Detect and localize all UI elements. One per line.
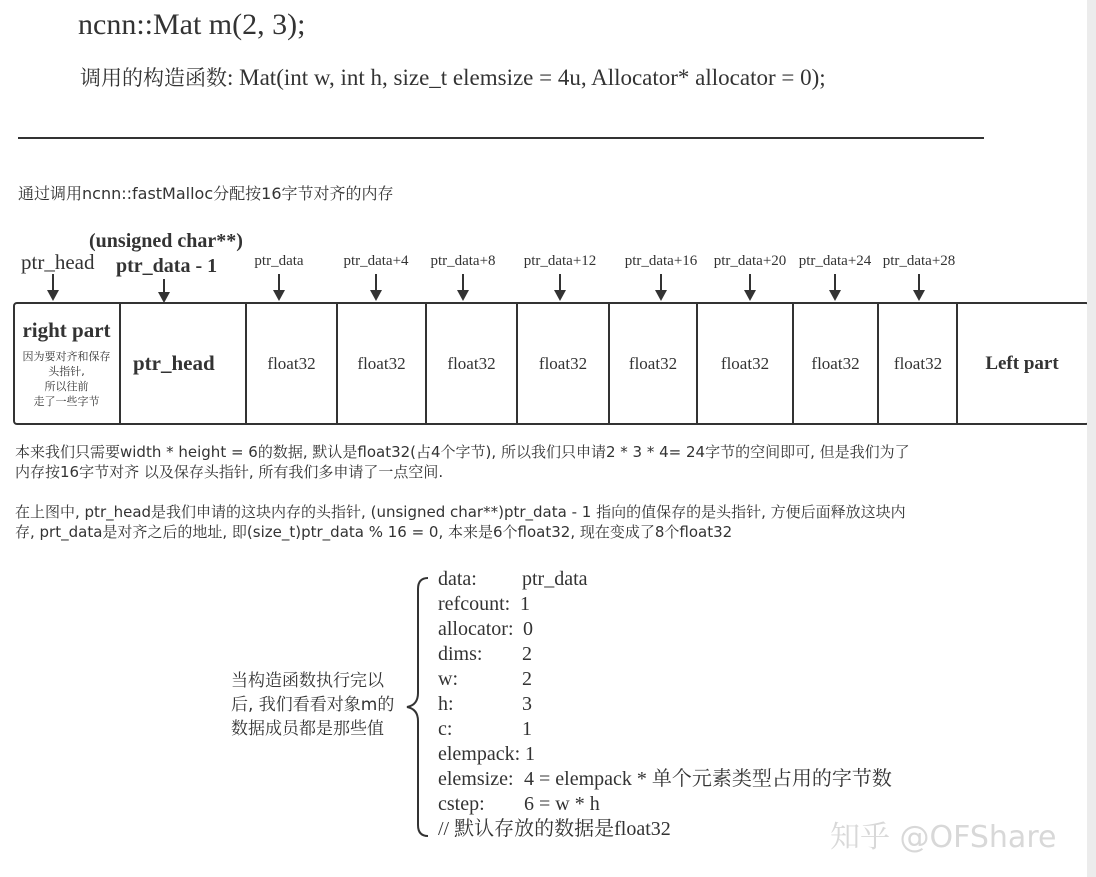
- member-key: w:: [438, 668, 458, 690]
- ptr-head-label: ptr_head: [21, 250, 95, 274]
- brace-icon: [402, 575, 432, 840]
- cell-float32: float32: [336, 303, 425, 424]
- alloc-note: 通过调用ncnn::fastMalloc分配按16字节对齐的内存: [18, 184, 394, 203]
- offset-label: ptr_data+20: [713, 253, 787, 269]
- member-key: elemsize:: [438, 768, 514, 790]
- member-value: 3: [522, 693, 532, 715]
- text-line: 存, prt_data是对齐之后的地址, 即(size_t)ptr_data % 16 = 0, 本来是6个float32, 现在变成了8个float32: [15, 523, 733, 541]
- cell-left-part: Left part: [956, 303, 1086, 424]
- cell-float32: float32: [608, 303, 696, 424]
- member-row: [438, 567, 892, 592]
- member-row: [438, 792, 892, 817]
- arrow-down-icon: [462, 274, 464, 299]
- constructor-line: [80, 62, 826, 92]
- member-key: c:: [438, 718, 453, 740]
- member-value: 1: [520, 593, 530, 615]
- arrow-down-icon: [749, 274, 751, 299]
- member-key: elempack:: [438, 743, 521, 765]
- cell-float32: float32: [425, 303, 516, 424]
- member-value: 0: [523, 618, 533, 640]
- cell-ptr-head: ptr_head: [119, 303, 246, 424]
- offset-label: ptr_data+12: [523, 253, 597, 269]
- ptr-data-minus-1-label: ptr_data - 1: [116, 255, 218, 277]
- cell-float32: float32: [792, 303, 877, 424]
- cell-float32: float32: [696, 303, 792, 424]
- constructor-signature: : Mat(int w, int h, size_t elemsize = 4u, Allocator* allocator = 0);: [227, 65, 826, 90]
- offset-label: ptr_data+24: [798, 253, 872, 269]
- arrow-down-icon: [278, 274, 280, 299]
- note-line: 头指针,: [48, 365, 85, 378]
- offset-label: ptr_data+8: [430, 253, 496, 269]
- member-key: dims:: [438, 643, 483, 665]
- member-key: allocator:: [438, 618, 514, 640]
- member-value: 4 = elempack * 单个元素类型占用的字节数: [524, 768, 892, 790]
- text-line: 当构造函数执行完以: [231, 671, 384, 691]
- arrow-down-icon: [918, 274, 920, 299]
- cast-label: (unsigned char**): [89, 230, 243, 252]
- cell-float32: float32: [516, 303, 608, 424]
- member-key: refcount:: [438, 593, 511, 615]
- offset-label: ptr_data: [254, 253, 304, 269]
- member-value: 2: [522, 668, 532, 690]
- member-row: [438, 742, 892, 767]
- member-value: ptr_data: [522, 568, 588, 590]
- divider: [18, 137, 984, 139]
- offset-label: ptr_data+16: [624, 253, 698, 269]
- cell-right-part: [13, 303, 120, 424]
- note-line: 所以往前: [44, 380, 89, 393]
- text-line: 在上图中, ptr_head是我们申请的这块内存的头指针, (unsigned char**)ptr_data - 1 指向的值保存的是头指针, 方便后面释放这块内: [15, 503, 906, 521]
- member-row: [438, 717, 892, 742]
- text-line: 数据成员都是那些值: [231, 719, 384, 739]
- text-line: 内存按16字节对齐 以及保存头指针, 所有我们多申请了一点空间.: [15, 463, 444, 481]
- text-line: 本来我们只需要width * height = 6的数据, 默认是float32(占4个字节), 所以我们只申请2 * 3 * 4= 24字节的空间即可, 但是我们为了: [15, 443, 910, 461]
- cell-float32: float32: [877, 303, 957, 424]
- arrow-down-icon: [834, 274, 836, 299]
- offset-label: ptr_data+28: [882, 253, 956, 269]
- text-line: 后, 我们看看对象m的: [231, 695, 395, 715]
- note-line: 因为要对齐和保存: [22, 350, 111, 363]
- arrow-down-icon: [163, 279, 165, 301]
- member-row: [438, 617, 892, 642]
- note-line: 走了一些字节: [33, 395, 100, 408]
- arrow-down-icon: [559, 274, 561, 299]
- member-value: 6 = w * h: [524, 793, 600, 815]
- member-value: 1: [522, 718, 532, 740]
- paragraph-1: [15, 442, 910, 482]
- right-part-label: right part: [22, 318, 111, 342]
- cell-float32: float32: [245, 303, 336, 424]
- member-key: cstep:: [438, 793, 485, 815]
- arrow-down-icon: [375, 274, 377, 299]
- member-row: [438, 592, 892, 617]
- offset-label: ptr_data+4: [343, 253, 409, 269]
- paragraph-2: [15, 502, 906, 542]
- member-key: h:: [438, 693, 454, 715]
- member-value: 2: [522, 643, 532, 665]
- member-row: [438, 642, 892, 667]
- member-row: [438, 767, 892, 792]
- member-key: data:: [438, 568, 477, 590]
- member-value: 1: [525, 743, 535, 765]
- constructor-label: 调用的构造函数: [80, 66, 227, 90]
- members-caption: [231, 669, 394, 741]
- member-row: [438, 692, 892, 717]
- title: ncnn::Mat m(2, 3);: [78, 8, 306, 41]
- member-comment: // 默认存放的数据是float32: [438, 818, 671, 840]
- watermark: 知乎 @OFShare: [830, 820, 1057, 855]
- arrow-down-icon: [660, 274, 662, 299]
- member-row: [438, 667, 892, 692]
- arrow-down-icon: [52, 274, 54, 299]
- scrollbar[interactable]: [1087, 0, 1096, 877]
